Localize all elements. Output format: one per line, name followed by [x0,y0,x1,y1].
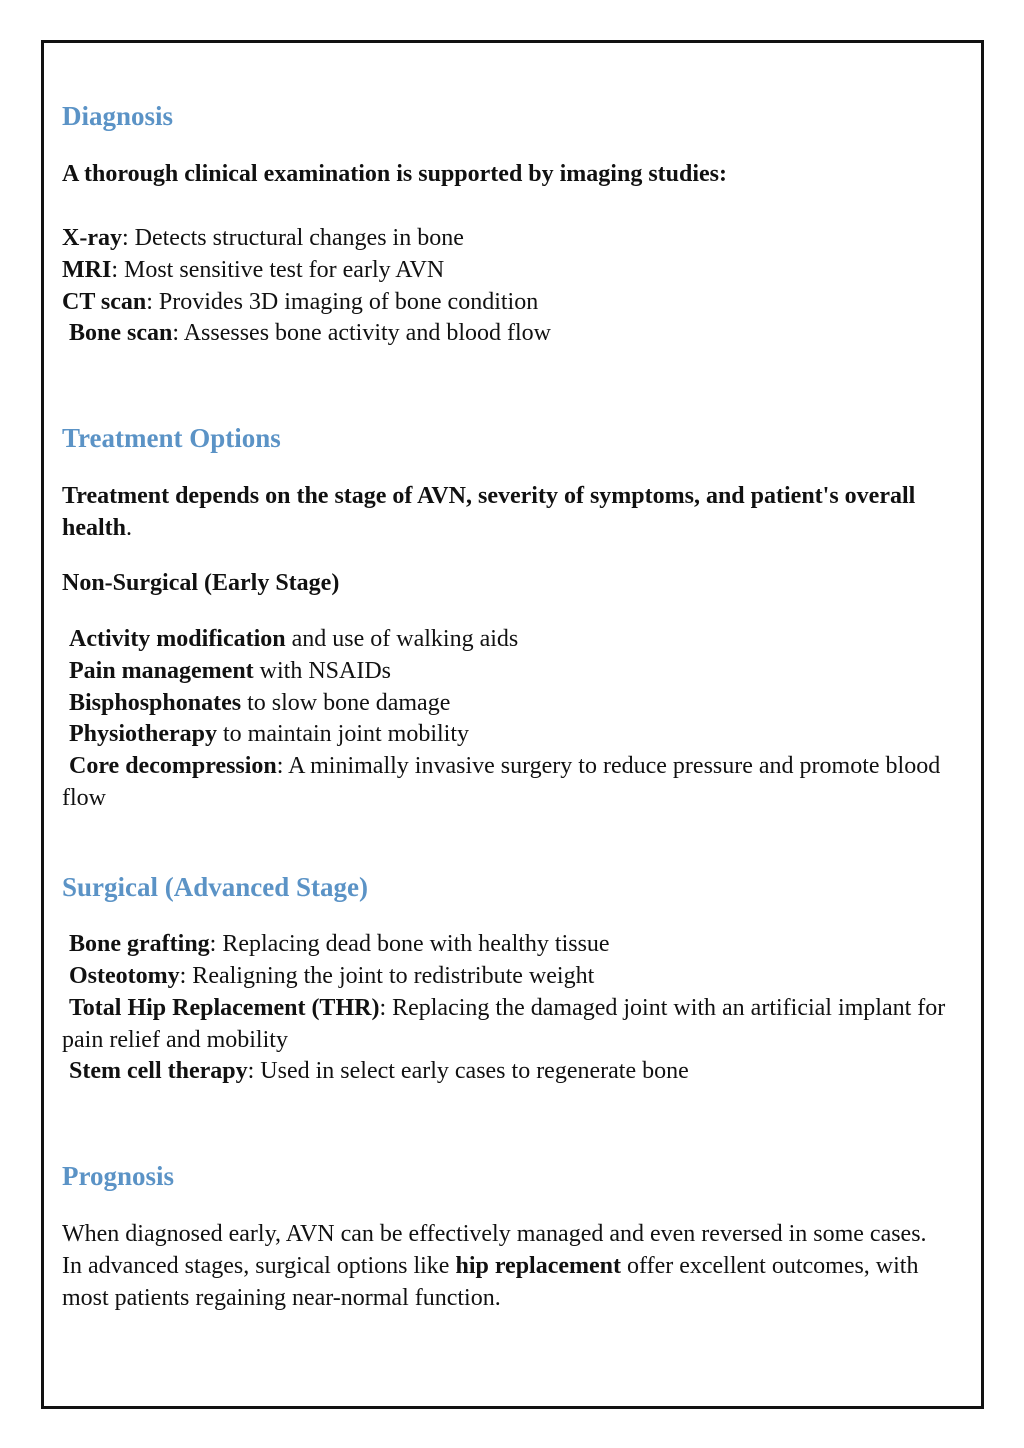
activity-description: and use of walking aids [285,626,519,652]
surgical-item-osteotomy [62,960,594,992]
bisphosphonates-description: to slow bone damage [241,690,451,716]
bisphosphonates-term: Bisphosphonates [69,690,242,716]
stem-cell-description: : Used in select early cases to regenerate bone [247,1058,689,1084]
diagnosis-intro [62,158,727,190]
pain-term: Pain management [69,658,254,684]
xray-description: Detects structural changes in bone [134,225,464,251]
nonsurgical-heading [62,567,339,599]
prognosis-heading: Prognosis [62,1161,175,1191]
treatment-intro-period: . [126,515,133,541]
xray-term: X-ray [62,225,122,251]
ct-term: CT scan [62,289,147,315]
prognosis-text-after: offer excellent outcomes, with most patients regaining near-normal function. [62,1253,919,1311]
separator: : [121,225,135,251]
surgical-item-thr [62,992,962,1056]
surgical-item-stem-cell [62,1055,689,1087]
treatment-heading: Treatment Options [62,423,281,453]
prognosis-bold-text: hip replacement [455,1253,622,1279]
thr-term: Total Hip Replacement (THR) [69,995,380,1021]
osteotomy-description: : Realigning the joint to redistribute weight [179,963,595,989]
activity-term: Activity modification [69,626,286,652]
diagnosis-item-bone-scan [62,317,551,349]
treatment-intro-text: Treatment depends on the stage of AVN, severity of symptoms, and patient's overall health [62,483,916,541]
surgical-item-bone-grafting [62,928,610,960]
stem-cell-term: Stem cell therapy [69,1058,248,1084]
bone-scan-term: Bone scan [69,320,173,346]
bone-grafting-description: : Replacing dead bone with healthy tissue [209,931,610,957]
prognosis-paragraph [62,1218,942,1314]
prognosis-text-before: When diagnosed early, AVN can be effectively managed and even reversed in some cases. In advanced stages, surgical options like [62,1221,927,1279]
osteotomy-term: Osteotomy [69,963,180,989]
core-decompression-term: Core decompression [69,753,277,779]
diagnosis-item-xray [62,222,464,254]
nonsurgical-item-activity [62,623,518,655]
nonsurgical-heading-text: Non-Surgical (Early Stage) [62,570,340,596]
nonsurgical-item-core-decompression [62,750,962,814]
ct-description: Provides 3D imaging of bone condition [158,289,539,315]
thr-description: : Replacing the damaged joint with an artificial implant for pain relief and mobility [62,995,946,1053]
nonsurgical-item-pain [62,655,391,687]
physiotherapy-term: Physiotherapy [69,721,218,747]
physiotherapy-description: to maintain joint mobility [217,721,470,747]
diagnosis-item-mri [62,254,444,286]
bone-scan-description: Assesses bone activity and blood flow [183,320,551,346]
separator: : [172,320,184,346]
nonsurgical-item-physiotherapy [62,718,469,750]
nonsurgical-item-bisphosphonates [62,687,450,719]
surgical-heading: Surgical (Advanced Stage) [62,872,368,902]
pain-description: with NSAIDs [253,658,391,684]
mri-description: Most sensitive test for early AVN [124,257,445,283]
diagnosis-item-ct [62,286,538,318]
mri-term: MRI [62,257,112,283]
diagnosis-heading: Diagnosis [62,101,174,131]
separator: : [111,257,124,283]
core-decompression-description: : A minimally invasive surgery to reduce pressure and promote blood flow [62,753,941,811]
separator: : [146,289,159,315]
bone-grafting-term: Bone grafting [69,931,210,957]
treatment-intro [62,480,962,544]
diagnosis-intro-text: A thorough clinical examination is supported by imaging studies: [62,161,727,187]
